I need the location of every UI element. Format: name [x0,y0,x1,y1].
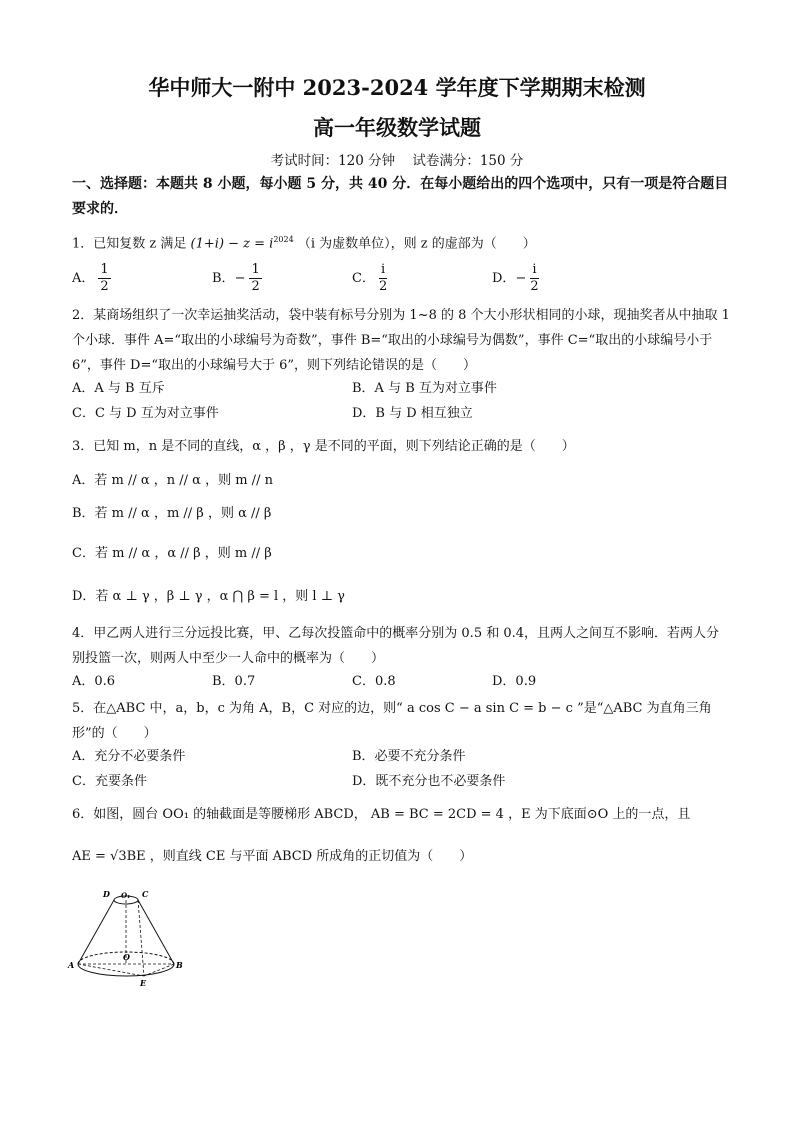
label-b: B [176,960,183,970]
option-a[interactable] [72,262,115,295]
option-c[interactable] [352,262,391,295]
denominator: 2 [251,279,260,294]
question-6-line-2: AE = √3BE ，则直线 CE 与平面 ABCD 所成角的正切值为（ ） [72,849,473,864]
label-d: D [103,889,110,899]
option-label: D． [492,271,516,286]
fraction [379,262,387,295]
question-number: 6． [72,807,94,822]
denominator: 2 [530,279,539,294]
question-number: 2． [72,308,94,323]
label-o: O [123,952,130,962]
numerator: 1 [100,262,109,277]
option-a[interactable]: A．若 m // α ，n // α ，则 m // n [72,473,273,488]
option-sign: − [234,271,246,286]
question-formula: (1+i) − z = i [190,236,274,252]
option-a[interactable]: A．充分不必要条件 [72,749,186,764]
question-1 [72,231,732,253]
question-2 [72,303,732,378]
exam-title: 华中师大一附中 2023-2024 学年度下学期期末检测 [148,75,646,100]
question-number: 5． [72,701,94,716]
question-4 [72,621,732,671]
question-5 [72,696,732,746]
numerator: i [379,262,387,279]
label-c: C [142,889,149,899]
option-b[interactable] [212,262,266,295]
segment-ce [138,900,144,976]
exam-subtitle: 高一年级数学试题 [313,115,481,140]
option-c[interactable]: C．充要条件 [72,774,147,789]
option-sign: − [515,271,527,286]
fraction [249,262,261,295]
option-a[interactable]: A．A 与 B 互斥 [72,381,165,396]
option-label: B． [212,271,235,286]
option-b[interactable]: B．A 与 B 互为对立事件 [352,381,497,396]
option-b[interactable]: B．若 m // α ，m // β ，则 α // β [72,506,272,521]
option-c[interactable]: C．C 与 D 互为对立事件 [72,406,219,421]
numerator: i [530,262,538,279]
question-text: 已知复数 z 满足 [93,236,187,252]
segment-be [144,964,174,976]
question-number: 4． [72,626,94,641]
option-d[interactable]: D．B 与 D 相互独立 [352,406,473,421]
fraction [98,262,110,295]
frustum-figure [66,884,196,990]
question-text-tail: （i 为虚数单位），则 z 的虚部为（ ） [297,236,536,252]
formula-exponent: 2024 [273,235,294,244]
option-d[interactable]: D．0.9 [492,674,537,689]
label-a: A [68,960,75,970]
option-label: A． [72,271,95,286]
option-c[interactable]: C．0.8 [352,674,396,689]
option-c[interactable]: C．若 m // α ，α // β ，则 m // β [72,546,272,561]
question-3 [72,438,732,456]
option-d[interactable]: D．若 α ⊥ γ ，β ⊥ γ ，α ⋂ β = l ，则 l ⊥ γ [72,589,345,604]
exam-meta: 考试时间：120 分钟 试卷满分：150 分 [270,153,524,169]
fraction [530,262,538,295]
option-b[interactable]: B．0.7 [212,674,256,689]
segment-ae [78,964,144,976]
question-text: 如图，圆台 OO₁ 的轴截面是等腰梯形 ABCD， AB = BC = 2CD = 4 ，E 为下底面⊙O 上的一点，且 [93,807,691,822]
question-text: 在△ABC 中，a，b，c 为角 A，B，C 对应的边，则“ a cos C − a sin C = b − c ”是“△ABC 为直角三角形”的（ ） [72,701,712,741]
option-a[interactable]: A．0.6 [72,674,116,689]
denominator: 2 [100,279,109,294]
question-text: 某商场组织了一次幸运抽奖活动，袋中装有标号分别为 1~8 的 8 个大小形状相同的小球，现抽奖者从中抽取 1 个小球．事件 A=“取出的小球编号为奇数”，事件 B=“取出的小球编号为偶数”，事件 C=“取出的小球编号小于 6”，事件 D=“取出的小球编号大于 6”，则下列结论错误的是（ ） [72,308,730,373]
option-d[interactable] [492,262,543,295]
denominator: 2 [378,279,388,294]
option-label: C． [352,271,375,286]
question-number: 3． [72,439,94,454]
question-6 [72,806,732,824]
label-e: E [140,978,147,988]
label-o1: O₁ [121,891,131,900]
question-text: 已知 m，n 是不同的直线，α ，β ，γ 是不同的平面，则下列结论正确的是（ ） [93,439,575,454]
option-d[interactable]: D．既不充分也不必要条件 [352,774,506,789]
question-number: 1． [72,236,94,252]
numerator: 1 [251,262,260,277]
section-heading: 一、选择题：本题共 8 小题，每小题 5 分，共 40 分．在每小题给出的四个选项中，只有一项是符合题目要求的． [72,176,729,217]
question-text: 甲乙两人进行三分远投比赛，甲、乙每次投篮命中的概率分别为 0.5 和 0.4，且两人之间互不影响．若两人分别投篮一次，则两人中至少一人命中的概率为（ ） [72,626,720,666]
option-b[interactable]: B．必要不充分条件 [352,749,466,764]
